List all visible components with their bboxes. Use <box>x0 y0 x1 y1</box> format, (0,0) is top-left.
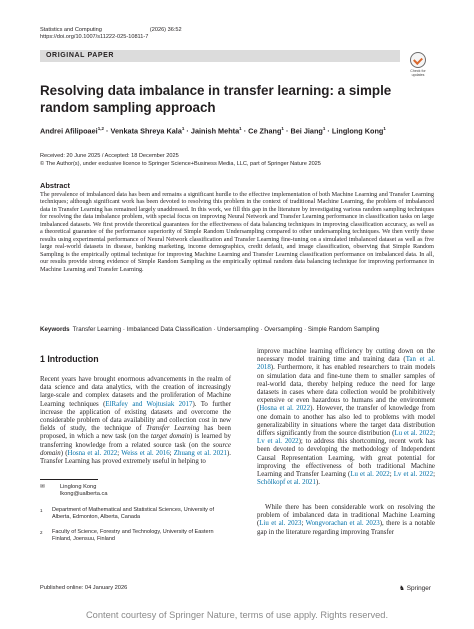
author-affiliation: 1 <box>239 126 242 131</box>
author-name: Andrei Afilipoaei <box>40 126 98 136</box>
keywords-list: Transfer Learning · Imbalanced Data Classification · Undersampling · Oversampling · Simple Random Sampling <box>72 326 380 333</box>
author-name: Bei Jiang <box>290 126 323 136</box>
springer-horse-icon: ♞ <box>399 585 405 592</box>
citation-link[interactable]: Lv et al. 2022 <box>257 438 299 446</box>
author-list: Andrei Afilipoaei$^{1,2}$ · Venkata Shreya Kala$^1$ · Jainish Mehta$^1$ · Ce Zhang$^1$ · Bei Jiang$^1$ · Linglong Kong$^1$ <box>40 126 386 136</box>
affiliation-footnote: 1 Department of Mathematical and Statistical Sciences, University of Alberta, Edmonton, Alberta, Canada <box>40 507 215 520</box>
author-affiliation: 1,2 <box>97 126 104 131</box>
keywords <box>40 326 434 333</box>
received-accepted: Received: 20 June 2025 / Accepted: 18 December 2025 <box>40 153 179 159</box>
citation-link[interactable]: Hosna et al. 2022 <box>67 449 118 457</box>
citation-link[interactable]: Lu et al. 2022 <box>394 430 434 438</box>
affiliation-footnote: 2 Faculty of Science, Forestry and Technology, University of Eastern Finland, Joensuu, Finland <box>40 529 214 542</box>
citation-link[interactable]: Liu et al. 2023 <box>259 520 302 528</box>
contact-name: Linglong Kong <box>60 484 97 490</box>
corresponding-author <box>40 484 108 498</box>
published-date: Published online: 04 January 2026 <box>40 585 128 591</box>
copyright-line: © The Author(s), under exclusive licence to Springer Science+Business Media, LLC, part of Springer Nature 2025 <box>40 161 321 167</box>
publisher-logo <box>399 584 431 592</box>
contact-email[interactable]: lkong@ualberta.ca <box>60 491 108 498</box>
author-affiliation: 1 <box>181 126 185 131</box>
citation-link[interactable]: Hosna et al. 2022 <box>259 405 311 413</box>
keywords-label: Keywords <box>40 326 70 333</box>
paper-title: Resolving data imbalance in transfer learning: a simple random sampling approach <box>40 83 392 115</box>
author-name: Jainish Mehta <box>190 126 240 136</box>
badge-label: Check for updates <box>410 69 426 78</box>
abstract-text: The prevalence of imbalanced data has been and remains a significant hurdle to the effective implementation of both Machine Learning and Transfer Learning techniques; although significant work has been devoted to resolving this problem in the context of traditional Machine Learning, the problem of imbalanced data in Transfer Learning has remained largely unaddressed. In this work, we fill this gap in the literature by investigating various random sampling techniques for resolving the data imbalance problem, with special focus on improving Neural Network and Transfer Learning performance in classification tasks on large imbalanced datasets. We first provide theoretical guarantees for the effectiveness of data balancing techniques in improving classification accuracy, as well as a theoretical guarantee of the performance superiority of Simple Random Undersampling compared to other undersampling techniques. We then verify these results using experimental performance of Neural Network classification and Transfer Learning fine-tuning on a simulated imbalanced dataset as well as five large real-world datasets in disease, banking marketing, income demographics, credit default, and image classification, observing that Simple Random Sampling is the empirically optimal technique for improving Machine Learning and Transfer Learning classification performance on imbalanced data. In all, our results provide strong evidence of Simple Random Sampling as the empirically optimal random data balancing technique for improving performance in Machine Learning and Transfer Learning. <box>40 191 434 273</box>
intro-paragraph-left: Recent years have brought enormous advancements in the realm of data science and data analytics, with the creation of increasingly large-scale and complex datasets and the proliferation of Machine Learning techniques (ElRafey and Wojtusiak 2017). To further increase the application of existing datasets and overcome the considerable problem of data availability and collection cost in new fields of study, the technique of Transfer Learning has been proposed, in which a new task (on the target domain) is learned by transferring knowledge from a related source task (on the source domain) (Hosna et al. 2022; Weiss et al. 2016; Zhuang et al. 2021). Transfer Learning has proved extremely useful in helping to <box>40 376 231 466</box>
journal-volume: (2026) 36:52 <box>149 27 182 33</box>
citation-link[interactable]: Tan et al. 2018 <box>257 356 435 372</box>
check-for-updates-badge[interactable] <box>404 52 432 77</box>
section-heading: 1 Introduction <box>40 354 99 364</box>
check-updates-icon <box>410 52 426 68</box>
author-name: Ce Zhang <box>248 126 282 136</box>
footnote-divider <box>40 479 98 480</box>
envelope-icon: ✉ <box>40 484 45 490</box>
article-type-bar: ORIGINAL PAPER <box>40 50 400 62</box>
author-affiliation: 1 <box>322 126 326 131</box>
author-affiliation: 1 <box>383 126 386 131</box>
citation-link[interactable]: Lv et al. 2022 <box>393 471 434 479</box>
publisher-name: Springer <box>406 585 431 592</box>
doi-link[interactable]: https://doi.org/10.1007/s11222-025-10811-7 <box>40 34 149 41</box>
author-affiliation: 1 <box>281 126 284 131</box>
journal-name: Statistics and Computing <box>40 27 102 33</box>
citation-link[interactable]: ElRafey and Wojtusiak 2017 <box>105 400 193 408</box>
courtesy-watermark: Content courtesy of Springer Nature, terms of use apply. Rights reserved. <box>85 610 389 620</box>
citation-link[interactable]: Zhuang et al. 2021 <box>173 449 227 457</box>
article-dates <box>40 152 321 168</box>
intro-paragraph-right-2: While there has been considerable work on resolving the problem of imbalanced data in traditional Machine Learning (Liu et al. 2023; Wongvorachan et al. 2023), there is a notable gap in the literature regarding improving Transfer <box>257 504 435 536</box>
citation-link[interactable]: Wongvorachan et al. 2023 <box>305 520 380 528</box>
author-name: Linglong Kong <box>331 126 384 136</box>
author-name: Venkata Shreya Kala <box>110 126 182 136</box>
intro-paragraph-right: improve machine learning efficiency by cutting down on the necessary model training time and training data (Tan et al. 2018). Furthermore, it has enabled researchers to train models on simulation data and fine-tune them to smaller samples of real-world data, thereby helping reduce the need for large datasets in cases where data collection would be prohibitively expensive or even hazardous to humans and the environment (Hosna et al. 2022). However, the transfer of knowledge from one domain to another has also led to problems with model generalizability in situations where the target data distribution differs significantly from the source distribution (Lu et al. 2022; Lv et al. 2022); to address this shortcoming, recent work has been devoted to developing the methodology of Independent Causal Representation Learning, with great potential for improving the effectiveness of both traditional Machine Learning and Transfer Learning (Lu et al. 2022; Lv et al. 2022; Schölkopf et al. 2021). <box>257 348 435 487</box>
citation-link[interactable]: Weiss et al. 2016 <box>121 449 170 457</box>
abstract-heading: Abstract <box>40 181 70 190</box>
citation-link[interactable]: Schölkopf et al. 2021 <box>257 479 316 487</box>
journal-header <box>40 27 182 42</box>
citation-link[interactable]: Lu et al. 2022 <box>350 471 390 479</box>
